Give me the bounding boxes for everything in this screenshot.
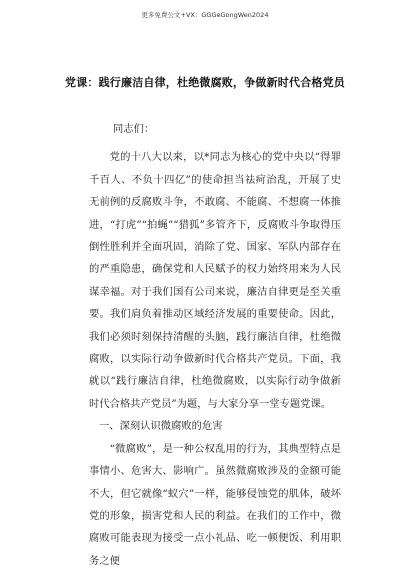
section-paragraph: “微腐败”，是一种公权乱用的行为，其典型特点是事情小、危害大、影响广。虽然微腐败涉及的金额可能不大，但它就像“蚁穴”一样，能够侵蚀党的肌体，破坏党的形象，损害党和人民的利益。在我们的工作中，微腐败可能表现为接受一点小礼品、吃一顿便饭、利用职务之便 [89,442,341,567]
document-title: 党课：践行廉洁自律，杜绝微腐败，争做新时代合格党员 [65,76,345,89]
header-note: 更多免费公文+VX：GGGeGongWen2024 [141,11,269,19]
intro-paragraph: 党的十八大以来，以*同志为核心的党中央以“得罪千百人、不负十四亿”的使命担当祛疴治乱，开展了史无前例的反腐败斗争，不敢腐、不能腐、不想腐一体推进，“打虎”“拍蝇”“猎狐”多管齐下，反腐败斗争取得压倒性胜利并全面巩固，消除了党、国家、军队内部存在的严重隐患，确保党和人民赋予的权力始终用来为人民谋幸福。对于我们国有公司来说，廉洁自律更是至关重要。我们肩负着推动区域经济发展的重要使命。因此，我们必须时刻保持清醒的头脑，践行廉洁自律，杜绝微腐败，以实际行动争做新时代合格共产党员。下面，我就以“践行廉洁自律，杜绝微腐败，以实际行动争做新时代合格共产党员”为题，与大家分享一堂专题党课。 [89,151,341,410]
greeting: 同志们： [113,123,155,135]
section-heading: 一、深刻认识微腐败的危害 [99,420,223,433]
document-body [89,118,341,572]
